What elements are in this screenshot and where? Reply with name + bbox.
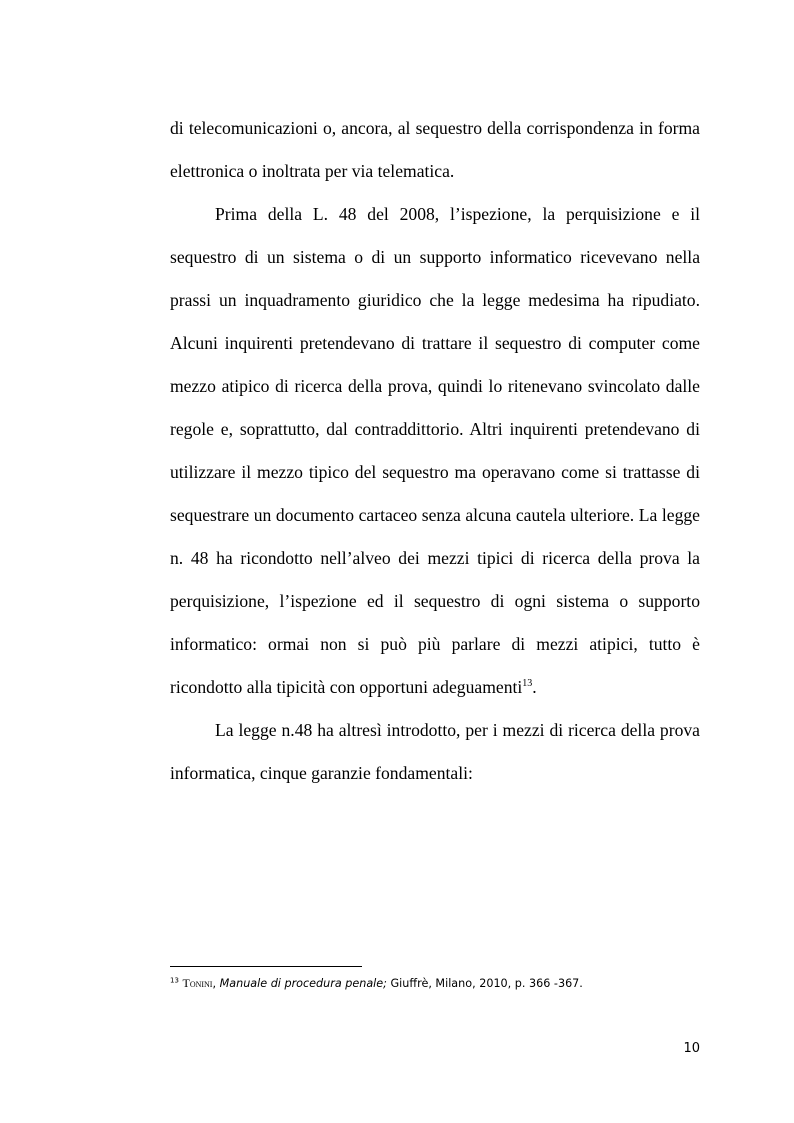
footnote-separator (170, 966, 362, 967)
footnote-publisher: Giuffrè, Milano, 2010, p. 366 -367. (386, 977, 583, 990)
paragraph-2 (170, 193, 700, 709)
footnote-separator-text: , (212, 977, 220, 990)
paragraph-1: di telecomunicazioni o, ancora, al sequestro della corrispondenza in forma elettronica o inoltrata per via telematica. (170, 118, 700, 181)
paragraph-2-end: . (532, 677, 537, 697)
footnote-reference[interactable]: 13 (522, 678, 533, 690)
footnote-title: Manuale di procedura penale; (219, 977, 387, 990)
page-number: 10 (683, 1041, 700, 1056)
footnote-author: Tonini (182, 976, 213, 990)
footnote (170, 975, 700, 992)
main-text (170, 107, 700, 795)
footnote-number: 13 (170, 976, 179, 985)
paragraph-2-text: Prima della L. 48 del 2008, l’ispezione, la perquisizione e il sequestro di un sistema o di un supporto informatico ricevevano nella prassi un inquadramento giuridico che la legge medesima ha ripudiato. Alcuni inquirenti pretendevano di trattare il sequestro di computer come mezzo atipico di ricerca della prova, quindi lo ritenevano svincolato dalle regole e, soprattutto, dal contraddittorio. Altri inquirenti pretendevano di utilizzare il mezzo tipico del sequestro ma operavano come si trattasse di sequestrare un documento cartaceo senza alcuna cautela ulteriore. La legge n. 48 ha ricondotto nell’alveo dei mezzi tipici di ricerca della prova la perquisizione, l’ispezione ed il sequestro di ogni sistema o supporto informatico: ormai non si può più parlare di mezzi atipici, tutto è ricondotto alla tipicità con opportuni adeguamenti (170, 204, 700, 697)
paragraph-3: La legge n.48 ha altresì introdotto, per i mezzi di ricerca della prova informatica, cinque garanzie fondamentali: (170, 720, 700, 783)
